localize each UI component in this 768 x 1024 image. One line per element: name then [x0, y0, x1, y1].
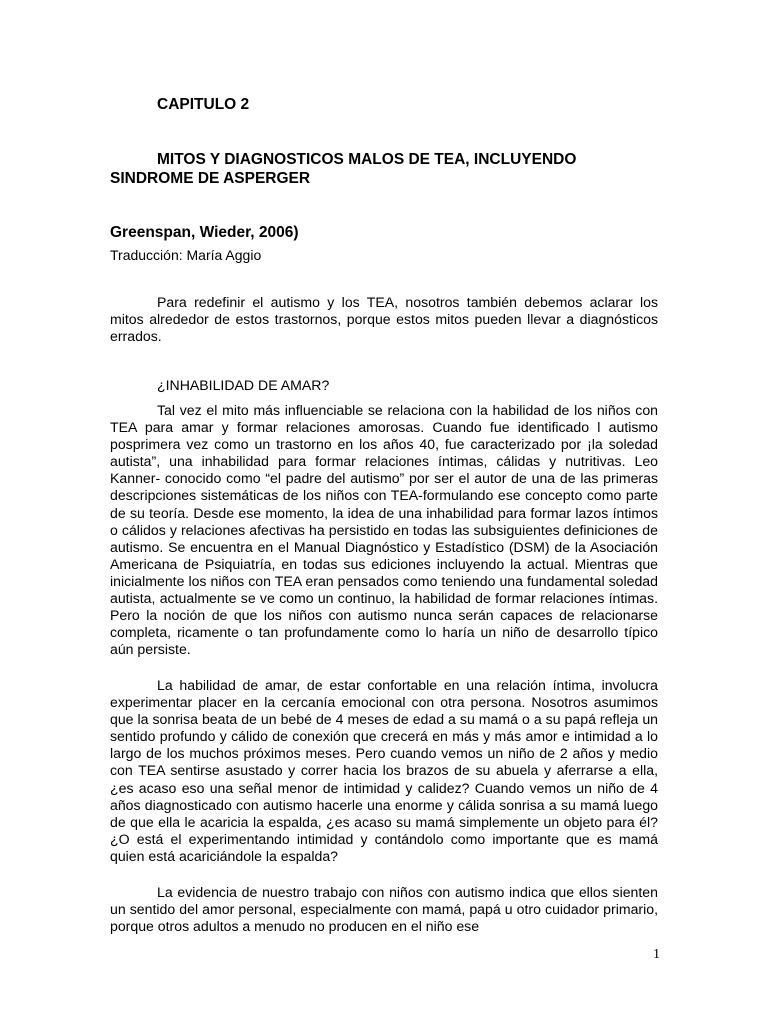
body-paragraph-3: La evidencia de nuestro trabajo con niños con autismo indica que ellos sienten un sentido del amor personal, especialmente con mamá, papá u otro cuidador primario, porque otros adultos a menudo no producen en el niño ese	[110, 884, 658, 935]
authors-line: Greenspan, Wieder, 2006)	[110, 224, 299, 241]
chapter-title: MITOS Y DIAGNOSTICOS MALOS DE TEA, INCLUYENDO SINDROME DE ASPERGER	[110, 151, 577, 187]
section-heading: ¿INHABILIDAD DE AMAR?	[157, 377, 330, 393]
body-paragraph-1: Tal vez el mito más influenciable se relaciona con la habilidad de los niños con TEA para amar y formar relaciones amorosas. Cuando fue identificado l autismo posprimera vez como un trastorno en los años 40, fue caracterizado por ¡la soledad autista”, una inhabilidad para formar relaciones íntimas, cálidas y nutritivas. Leo Kanner- conocido como “el padre del autismo” por ser el autor de una de las primeras descripciones sistemáticas de los niños con TEA-formulando ese concepto como parte de su teoría. Desde ese momento, la idea de una inhabilidad para formar lazos íntimos o cálidos y relaciones afectivas ha persistido en todas las subsiguientes definiciones de autismo. Se encuentra en el Manual Diagnóstico y Estadístico (DSM) de la Asociación Americana de Psiquiatría, en todas sus ediciones incluyendo la actual. Mientras que inicialmente los niños con TEA eran pensados como teniendo una fundamental soledad autista, actualmente se ve como un continuo, la habilidad de formar relaciones íntimas. Pero la noción de que los niños con autismo nunca serán capaces de relacionarse completa, ricamente o tan profundamente como lo haría un niño de desarrollo típico aún persiste.	[110, 402, 658, 658]
intro-paragraph: Para redefinir el autismo y los TEA, nosotros también debemos aclarar los mitos alrededor de estos trastornos, porque estos mitos pueden llevar a diagnósticos errados.	[110, 294, 658, 345]
translation-credit: Traducción: María Aggio	[110, 247, 262, 263]
body-paragraph-2: La habilidad de amar, de estar confortable en una relación íntima, involucra experimentar placer en la cercanía emocional con otra persona. Nosotros asumimos que la sonrisa beata de un bebé de 4 meses de edad a su mamá o a su papá refleja un sentido profundo y cálido de conexión que crecerá en más y más amor e intimidad a lo largo de los muchos próximos meses. Pero cuando vemos un niño de 2 años y medio con TEA sentirse asustado y correr hacia los brazos de su abuela y aferrarse a ella, ¿es acaso eso una señal menor de intimidad y calidez? Cuando vemos un niño de 4 años diagnosticado con autismo hacerle una enorme y cálida sonrisa a su mamá luego de que ella le acaricia la espalda, ¿es acaso su mamá simplemente un objeto para él? ¿O está el experimentando intimidad y contándolo como importante que es mamá quien está acariciándole la espalda?	[110, 677, 658, 864]
chapter-heading: CAPITULO 2	[157, 96, 250, 113]
page-number: 1	[653, 947, 660, 962]
